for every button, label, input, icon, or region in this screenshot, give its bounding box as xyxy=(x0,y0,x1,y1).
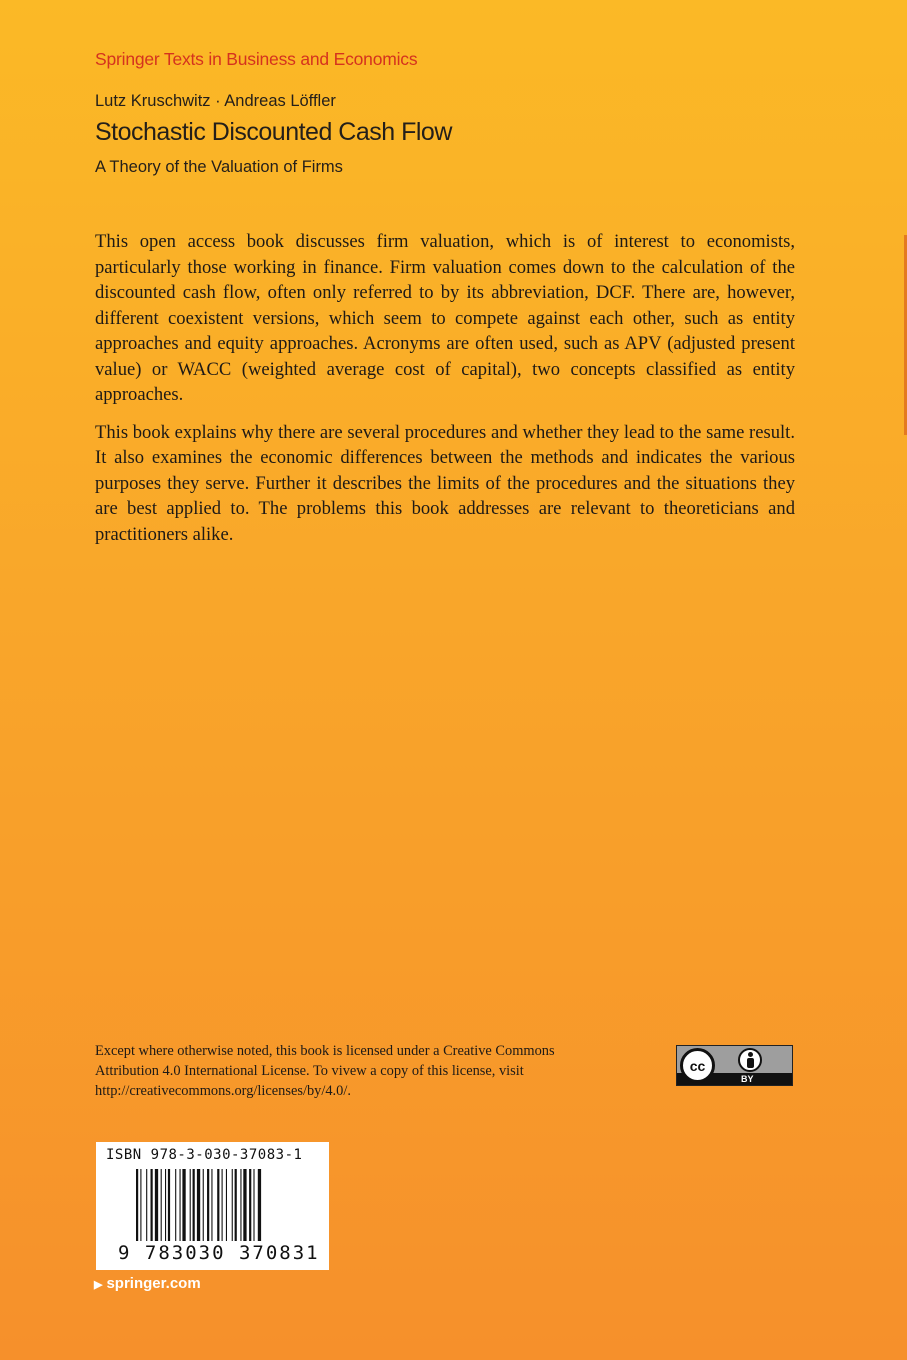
barcode-bars-icon xyxy=(136,1169,296,1241)
isbn-barcode xyxy=(96,1142,329,1270)
attribution-person-icon xyxy=(738,1048,762,1072)
blurb-paragraph-1: This open access book discusses firm valuation, which is of interest to economists, particularly those working in finance. Firm valuation comes down to the calculation of the discounted cash flow, often only referred to by its abbreviation, DCF. There are, however, different coexistent versions, which seem to compete against each other, such as entity approaches and equity approaches. Acronyms are often used, such as APV (adjusted present value) or WACC (weighted average cost of capital), two concepts classified as entity approaches. xyxy=(95,231,795,405)
book-title: Stochastic Discounted Cash Flow xyxy=(95,118,452,146)
blurb xyxy=(95,229,795,559)
blurb-paragraph-2: This book explains why there are several procedures and whether they lead to the same result. It also examines the economic differences between the methods and indicates the various purposes they serve. Further it describes the limits of the procedures and the situations they are best applied to. The problems this book addresses are relevant to theoreticians and practitioners alike. xyxy=(95,421,795,545)
badge-by-label: BY xyxy=(741,1074,754,1084)
book-subtitle: A Theory of the Valuation of Firms xyxy=(95,158,343,176)
arrow-right-icon: ▶ xyxy=(94,1279,103,1291)
isbn-label: ISBN 978-3-030-37083-1 xyxy=(106,1147,303,1163)
cc-icon: cc xyxy=(680,1048,715,1083)
authors: Lutz Kruschwitz · Andreas Löffler xyxy=(95,92,336,110)
barcode-digits: 9 783030 370831 xyxy=(118,1242,320,1264)
springer-link-text: springer.com xyxy=(106,1275,201,1292)
series-name: Springer Texts in Business and Economics xyxy=(95,49,418,69)
springer-link[interactable] xyxy=(94,1275,201,1292)
license-notice: Except where otherwise noted, this book is licensed under a Creative Commons Attribution 4.0 International License. To vivew a copy of this license, visit http://creativecommons.org/licenses/by/4.0/. xyxy=(95,1043,555,1099)
cc-by-license-badge[interactable] xyxy=(676,1045,793,1086)
